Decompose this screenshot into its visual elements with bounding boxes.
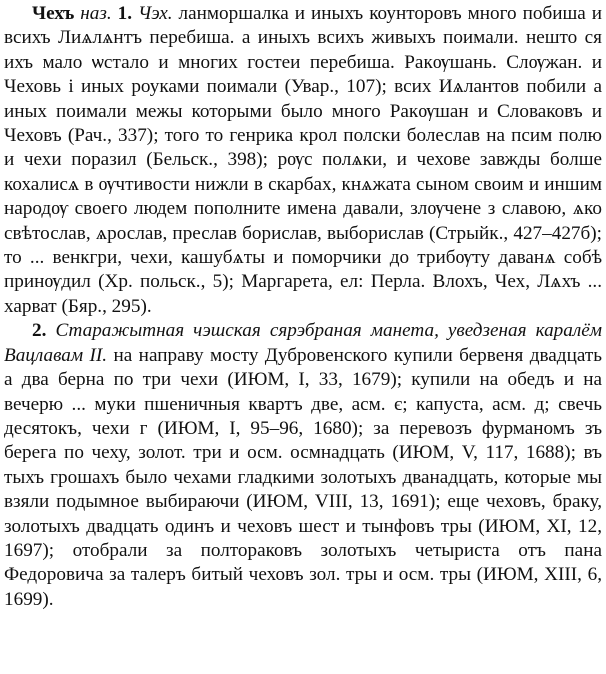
sense-2-paragraph: 2. Старажытная чэшская сярэбраная манета, уведзеная каралём Вацлавам II. на направу мосту Дубровенского купили бервеня двадцать а два берна по три чехи (ИЮМ, I, 33, 1679); купили на обедъ и на вечерю ... муки пшеничныя квартъ две, асм. є; капуста, асм. д; свечь десятокъ, чехи г (ИЮМ, I, 95–96, 1680); за перевозъ фурманомъ зъ берега по чеху, золот. три и осм. осмнадцать (ИЮМ, V, 117, 1688); въ тыхъ грошахъ было чехами гладкими золотыхъ дванадцать, которые мы взяли подымное выбираючи (ИЮМ, VIII, 13, 1691); еще чеховъ, браку, золотыхъ двадцать одинъ и чеховъ шест и тынфовъ тры (ИЮМ, XI, 12, 1697); отобрали за полтораковъ золотыхъ четыриста отъ пана Федоровича за талеръ битый чеховъ зол. тры и осм. тры (ИЮМ, XIII, 6, 1699). xyxy=(4,320,602,610)
part-of-speech: наз. xyxy=(80,3,112,24)
sense-1-citations: ланморшалка и иныхъ коунторовъ много побиша и всихъ Лиѧлѧнтъ перебиша. а иныхъ всихъ живыхъ поимали. нешто ся ихъ мало ѡстало и многих гостеи перебиша. Ракѹшань. Слѹжан. и Чеховь і иных роуками поимали (Увар., 107); всих Иѧлантов побили а иных поимали межы которыми было много Ракѹшан и Словаковъ и Чеховъ (Рач., 337); того то генрика крол полски болеслав на псим полю и чехи поразил (Бельск., 398); рѹс полѧки, и чехове завжды болше кохалисѧ в ѹчтивости нижли в скарбах, кнѧжата сыном своим и иншим народѹ своего людем пополните имена давали, злѹчене з славою, ѧко свѣтослав, ѧрослав, преслав борислав, выборислав (Стрыйк., 427–427б); то ... венкгри, чехи, кашубѧты и поморчики до трибѹту даванѧ собѣ принѹдил (Хр. польск., 5); Маргарета, ел: Перла. Влохъ, Чех, Лѧхъ ... харват (Бяр., 295). xyxy=(4,3,603,317)
sense-number-2: 2 xyxy=(32,320,42,342)
sense-number-1: 1 xyxy=(117,3,128,24)
dictionary-entry xyxy=(4,2,602,612)
sense-1-paragraph: Чехъ наз. 1. Чэх. ланморшалка и иныхъ коунторовъ много побиша и всихъ Лиѧлѧнтъ перебиша. а иныхъ всихъ живыхъ поимали. нешто ся ихъ мало ѡстало и многих гостеи перебиша. Ракѹшань. Слѹжан. и Чеховь і иных роуками поимали (Увар., 107); всих Иѧлантов побили а иных поимали межы которыми было много Ракѹшан и Словаковъ и Чеховъ (Рач., 337); того то генрика крол полски болеслав на псим полю и чехи поразил (Бельск., 398); рѹс полѧки, и чехове завжды болше кохалисѧ в ѹчтивости нижли в скарбах, кнѧжата сыном своим и иншим народѹ своего людем пополните имена давали, злѹчене з славою, ѧко свѣтослав, ѧрослав, преслав борислав, выборислав (Стрыйк., 427–427б); то ... венкгри, чехи, кашубѧты и поморчики до трибѹту даванѧ собѣ принѹдил (Хр. польск., 5); Маргарета, ел: Перла. Влохъ, Чех, Лѧхъ ... харват (Бяр., 295). xyxy=(4,3,603,317)
sense-2-definition: Старажытная чэшская сярэбраная манета, уведзеная каралём Вацлавам II. xyxy=(4,320,602,366)
headword: Чехъ xyxy=(32,3,75,24)
sense-2-citations: на направу мосту Дубровенского купили бервеня двадцать а два берна по три чехи (ИЮМ, I, 33, 1679); купили на обедъ и на вечерю ... муки пшеничныя квартъ две, асм. є; капуста, асм. д; свечь десятокъ, чехи г (ИЮМ, I, 95–96, 1680); за перевозъ фурманомъ зъ берега по чеху, золот. три и осм. осмнадцать (ИЮМ, V, 117, 1688); въ тыхъ грошахъ было чехами гладкими золотыхъ дванадцать, которые мы взяли подымное выбираючи (ИЮМ, VIII, 13, 1691); еще чеховъ, браку, золотыхъ двадцать одинъ и чеховъ шест и тынфовъ тры (ИЮМ, XI, 12, 1697); отобрали за полтораковъ золотыхъ четыриста отъ пана Федоровича за талеръ битый чеховъ зол. тры и осм. тры (ИЮМ, XIII, 6, 1699). xyxy=(4,344,602,610)
sense-1-definition: Чэх. xyxy=(137,3,173,24)
